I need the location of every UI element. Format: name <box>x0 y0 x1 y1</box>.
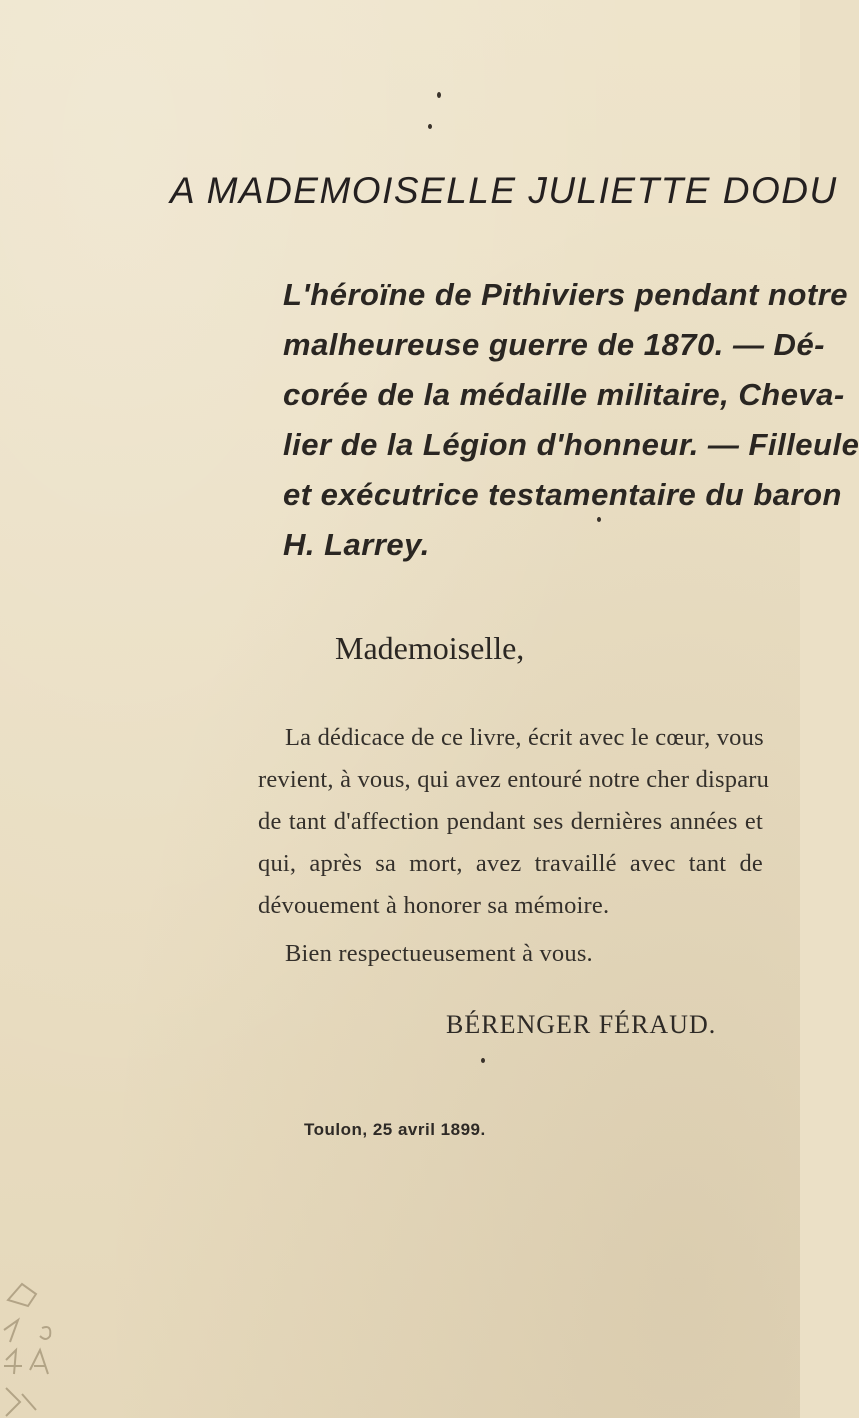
ink-speck <box>437 92 441 98</box>
place-date: Toulon, 25 avril 1899. <box>304 1120 486 1139</box>
epigraph-line: corée de la médaille militaire, Cheva- <box>283 377 845 412</box>
epigraph-line: lier de la Légion d'honneur. — Filleule <box>283 427 859 462</box>
dedication-heading: A MADEMOISELLE JULIETTE DODU <box>170 170 838 211</box>
epigraph-line: H. Larrey. <box>283 527 430 562</box>
body-line: revient, à vous, qui avez entouré notre cher disparu <box>258 766 770 793</box>
signature: BÉRENGER FÉRAUD. <box>446 1010 717 1039</box>
body-line: dévouement à honorer sa mémoire. <box>258 892 610 919</box>
show-through-marks <box>0 1270 60 1418</box>
body-line: qui, après sa mort, avez travaillé avec tant de <box>258 850 763 877</box>
epigraph-line: et exécutrice testamentaire du baron <box>283 477 842 512</box>
dedication-epigraph <box>283 270 859 570</box>
body-line: de tant d'affection pendant ses dernières années et <box>258 808 763 835</box>
body-line: La dédicace de ce livre, écrit avec le cœur, vous <box>285 724 764 751</box>
ink-speck <box>428 124 432 129</box>
closing-line: Bien respectueusement à vous. <box>285 940 593 967</box>
ink-speck <box>481 1058 485 1063</box>
letter-body <box>258 717 770 927</box>
epigraph-line: L'héroïne de Pithiviers pendant notre <box>283 277 849 312</box>
salutation: Mademoiselle, <box>335 630 525 666</box>
epigraph-line: malheureuse guerre de 1870. — Dé- <box>283 327 826 362</box>
